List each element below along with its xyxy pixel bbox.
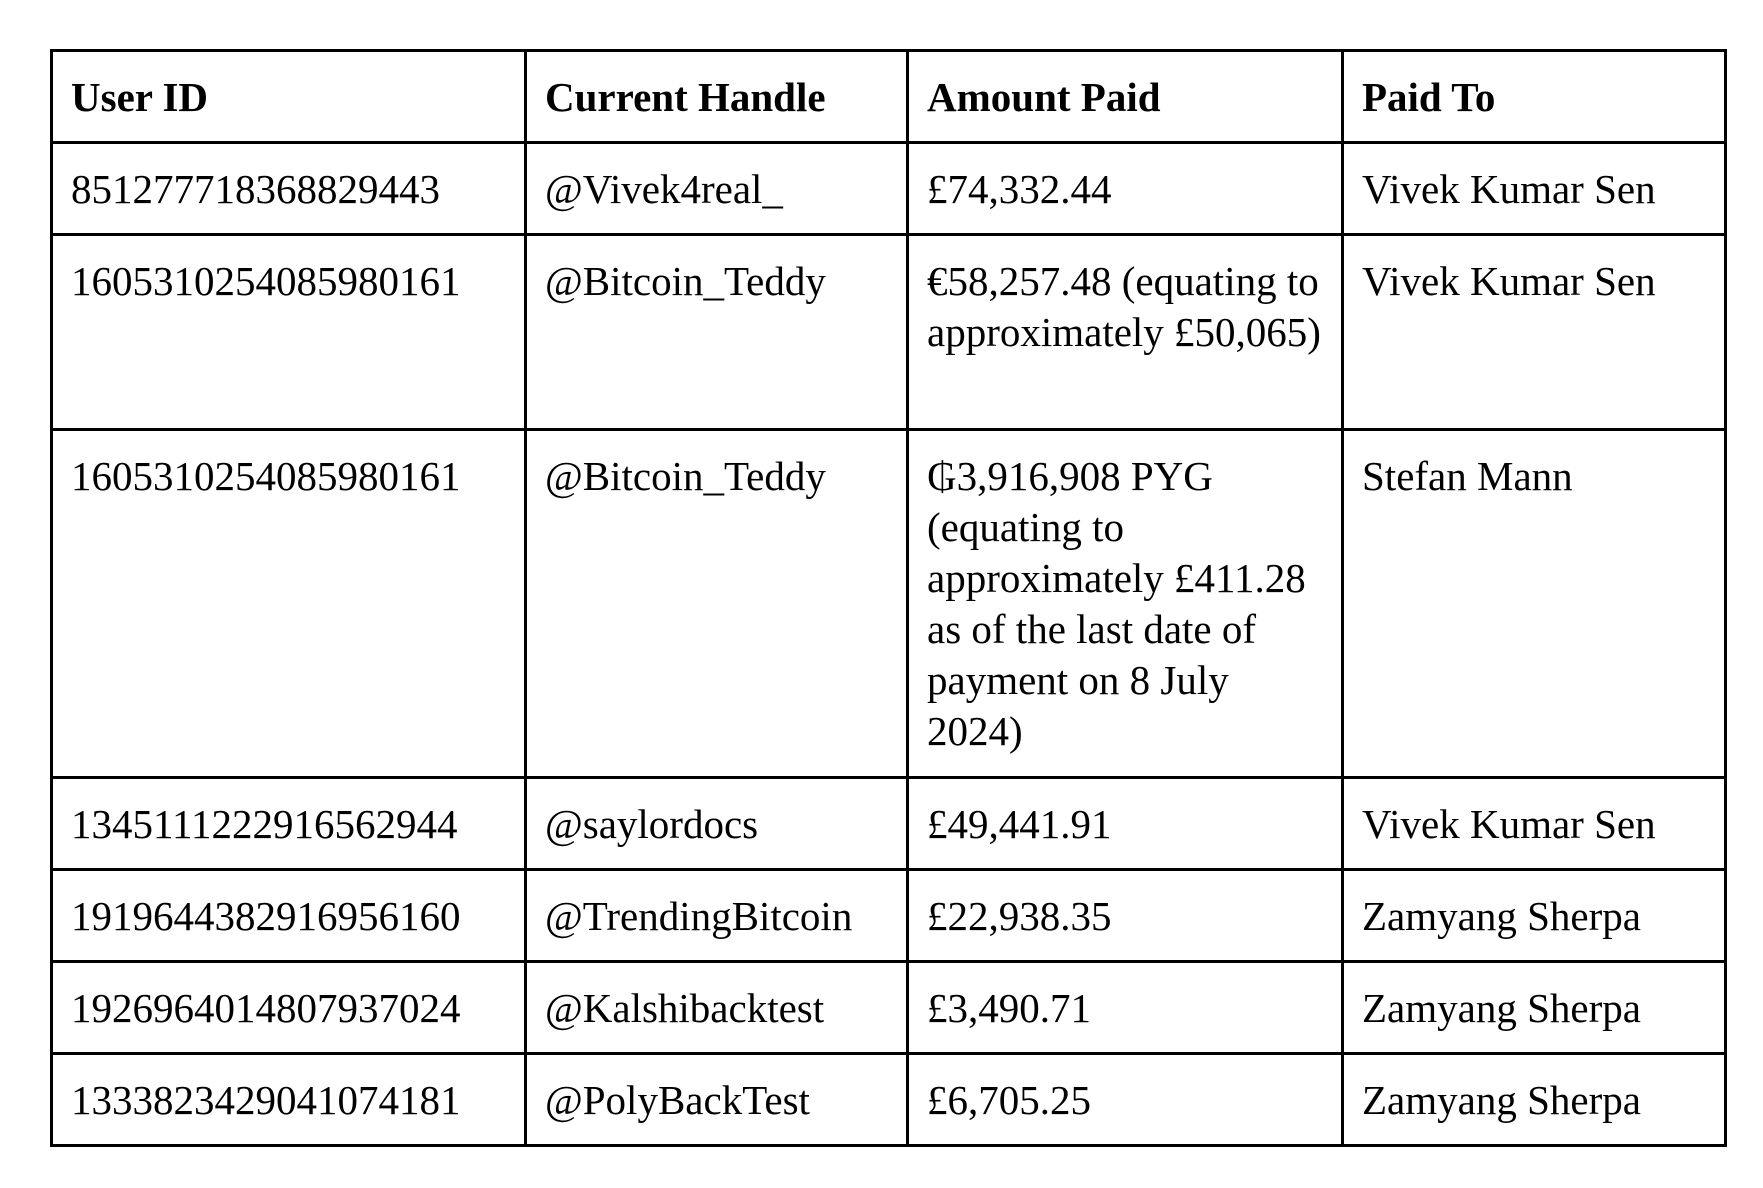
cell-paid-to: Stefan Mann	[1343, 430, 1726, 778]
table-row	[52, 143, 1726, 235]
table-row	[52, 870, 1726, 962]
table-row	[52, 778, 1726, 870]
cell-user-id: 1605310254085980161	[52, 430, 526, 778]
cell-user-id: 1919644382916956160	[52, 870, 526, 962]
cell-current-handle: @saylordocs	[526, 778, 908, 870]
cell-current-handle: @Bitcoin_Teddy	[526, 430, 908, 778]
cell-current-handle: @PolyBackTest	[526, 1054, 908, 1146]
cell-user-id: 1605310254085980161	[52, 235, 526, 430]
cell-amount-paid: £3,490.71	[908, 962, 1343, 1054]
table-row	[52, 1054, 1726, 1146]
cell-paid-to: Zamyang Sherpa	[1343, 1054, 1726, 1146]
cell-paid-to: Vivek Kumar Sen	[1343, 143, 1726, 235]
cell-paid-to: Zamyang Sherpa	[1343, 870, 1726, 962]
cell-paid-to: Vivek Kumar Sen	[1343, 778, 1726, 870]
cell-current-handle: @Bitcoin_Teddy	[526, 235, 908, 430]
cell-current-handle: @Vivek4real_	[526, 143, 908, 235]
cell-current-handle: @TrendingBitcoin	[526, 870, 908, 962]
cell-user-id: 1926964014807937024	[52, 962, 526, 1054]
cell-user-id: 1333823429041074181	[52, 1054, 526, 1146]
table-header-row	[52, 51, 1726, 143]
cell-amount-paid: £49,441.91	[908, 778, 1343, 870]
cell-amount-paid: £6,705.25	[908, 1054, 1343, 1146]
header-current-handle: Current Handle	[526, 51, 908, 143]
cell-user-id: 851277718368829443	[52, 143, 526, 235]
table-row	[52, 962, 1726, 1054]
cell-amount-paid: £74,332.44	[908, 143, 1343, 235]
cell-paid-to: Vivek Kumar Sen	[1343, 235, 1726, 430]
cell-paid-to: Zamyang Sherpa	[1343, 962, 1726, 1054]
cell-user-id: 1345111222916562944	[52, 778, 526, 870]
header-user-id: User ID	[52, 51, 526, 143]
header-paid-to: Paid To	[1343, 51, 1726, 143]
header-amount-paid: Amount Paid	[908, 51, 1343, 143]
cell-amount-paid: £22,938.35	[908, 870, 1343, 962]
cell-amount-paid: €58,257.48 (equating to approximately £50,065)	[908, 235, 1343, 430]
cell-current-handle: @Kalshibacktest	[526, 962, 908, 1054]
cell-amount-paid: ₲3,916,908 PYG (equating to approximately £411.28 as of the last date of payment on 8 July 2024)	[908, 430, 1343, 778]
table-row	[52, 235, 1726, 430]
payments-table	[50, 49, 1727, 1147]
table-row	[52, 430, 1726, 778]
